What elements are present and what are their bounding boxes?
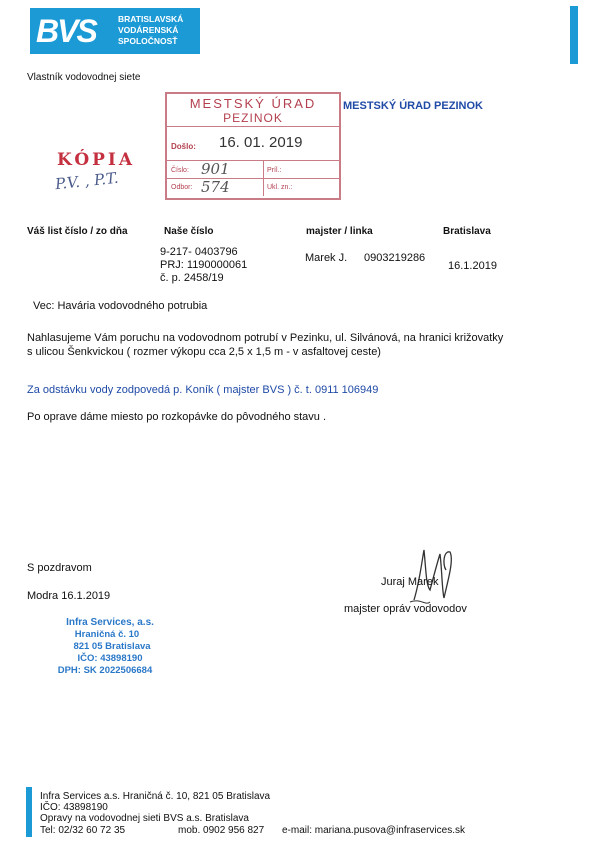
our-number-2: PRJ: 1190000061 — [160, 259, 248, 271]
right-accent-bar — [570, 6, 578, 64]
subject: Vec: Havária vodovodného potrubia — [33, 300, 208, 312]
footer-mobile: mob. 0902 956 827 — [178, 825, 265, 836]
place-date: Modra 16.1.2019 — [27, 590, 111, 602]
logo-line-3: SPOLOČNOSŤ — [118, 36, 178, 46]
stamp-received-label: Došlo: — [171, 142, 196, 151]
stamp-attachments-label: Príl.: — [267, 167, 282, 174]
stamp-department-label: Odbor: — [171, 184, 193, 191]
foreman-phone: 0903219286 — [364, 252, 426, 264]
greeting: S pozdravom — [27, 562, 92, 574]
header-our-number: Naše číslo — [164, 226, 214, 237]
responsible-person: Za odstávku vody zodpovedá p. Koník ( majster BVS ) č. t. 0911 106949 — [27, 384, 379, 396]
stamp-line-1: MESTSKÝ ÚRAD — [189, 96, 317, 111]
handwritten-initials: P.V. , P.T. — [54, 168, 120, 194]
footer-line-2: IČO: 43898190 — [40, 802, 108, 813]
our-number-1: 9-217- 0403796 — [160, 246, 238, 258]
company-stamp-city: 821 05 Bratislava — [73, 641, 151, 652]
foreman-name: Marek J. — [305, 252, 348, 264]
bvs-logo — [30, 8, 200, 54]
received-stamp — [165, 92, 341, 200]
bottom-accent-bar — [26, 787, 32, 837]
footer-phone: Tel: 02/32 60 72 35 — [40, 825, 126, 836]
logo-line-1: BRATISLAVSKÁ — [118, 14, 184, 24]
our-number-3: č. p. 2458/19 — [160, 272, 224, 284]
footer-line-1: Infra Services a.s. Hraničná č. 10, 821 05 Bratislava — [40, 791, 271, 802]
stamp-received-date: 16. 01. 2019 — [219, 134, 303, 151]
signer-title: majster opráv vodovodov — [344, 603, 467, 615]
logo-text — [118, 14, 183, 47]
body-line-2: s ulicou Šenkvickou ( rozmer výkopu cca 2,5 x 1,5 m - v asfaltovej ceste) — [27, 346, 381, 358]
company-stamp — [35, 617, 175, 677]
stamp-department-value: 574 — [201, 178, 230, 196]
company-stamp-ico: IČO: 43898190 — [77, 653, 143, 664]
owner-label: Vlastník vodovodnej siete — [27, 72, 141, 83]
body-line-1: Nahlasujeme Vám poruchu na vodovodnom potrubí v Pezinku, ul. Silvánová, na hranici križovatky — [27, 332, 504, 344]
footer-line-3: Opravy na vodovodnej sieti BVS a.s. Bratislava — [40, 813, 249, 824]
header-foreman: majster / linka — [306, 226, 373, 237]
company-stamp-street: Hraničná č. 10 — [74, 629, 140, 640]
copy-mark: KÓPIA — [57, 150, 136, 170]
recipient: MESTSKÝ ÚRAD PEZINOK — [343, 100, 483, 112]
logo-line-2: VODÁRENSKÁ — [118, 25, 179, 35]
signer-name: Juraj Marek — [381, 576, 439, 588]
stamp-line-2: PEZINOK — [223, 111, 283, 125]
company-stamp-dph: DPH: SK 2022506684 — [57, 665, 153, 676]
header-your-letter: Váš list číslo / zo dňa — [27, 226, 128, 237]
stamp-number-label: Číslo: — [171, 167, 189, 174]
stamp-number-value: 901 — [201, 160, 230, 178]
logo-mark: BVS — [36, 13, 96, 49]
footer-email: e-mail: mariana.pusova@infraservices.sk — [282, 825, 465, 836]
body-repair: Po oprave dáme miesto po rozkopávke do pôvodného stavu . — [27, 411, 327, 423]
letter-date: 16.1.2019 — [448, 260, 497, 272]
stamp-storage-label: Ukl. zn.: — [267, 184, 293, 191]
company-stamp-name: Infra Services, a.s. — [66, 617, 154, 628]
header-city: Bratislava — [443, 226, 491, 237]
